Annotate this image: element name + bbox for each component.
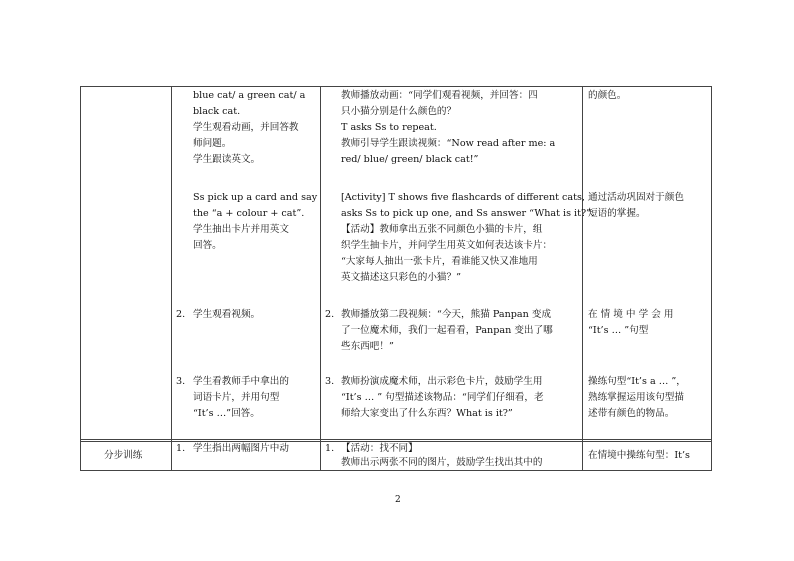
table-left-border	[80, 86, 81, 471]
column-divider-3	[582, 86, 583, 471]
student-activity-line: 回答。	[193, 240, 222, 251]
step-number: 1.	[325, 443, 335, 454]
teacher-activity-line: 教师播放动画：“同学们观看视频，并回答：四	[341, 90, 538, 101]
student-activity-line: black cat.	[193, 106, 241, 117]
step-number: 3.	[176, 376, 186, 387]
purpose-line: 的颜色。	[588, 90, 627, 101]
step-number: 3.	[325, 376, 335, 387]
student-activity-line: 学生指出两幅图片中动	[193, 443, 289, 454]
teacher-activity-line: [Activity] T shows five flashcards of different cats,	[341, 192, 585, 203]
teacher-activity-line: asks Ss to pick up one, and Ss answer “What is it?”.	[341, 208, 595, 219]
column-divider-1	[171, 86, 172, 471]
teacher-activity-line: 些东西吧！”	[341, 341, 394, 352]
page-number: 2	[395, 495, 401, 505]
student-activity-line: 学生观看视频。	[193, 309, 261, 320]
student-activity-line: 师问题。	[193, 138, 232, 149]
teacher-activity-line: “It’s … ” 句型描述该物品：“同学们仔细看，老	[341, 392, 544, 403]
student-activity-line: 学生看教师手中拿出的	[193, 376, 289, 387]
step-number: 2.	[325, 309, 335, 320]
row-divider	[80, 439, 712, 440]
student-activity-line: Ss pick up a card and say	[193, 192, 318, 203]
step-number: 1.	[176, 443, 186, 454]
teacher-activity-line: 【活动：找不同】	[341, 443, 418, 454]
purpose-line: 熟练掌握运用该句型描	[588, 392, 684, 403]
student-activity-line: the “a + colour + cat”.	[193, 208, 305, 219]
teacher-activity-line: “大家每人抽出一张卡片，看谁能又快又准地用	[341, 256, 538, 267]
teacher-activity-line: 教师播放第二段视频：“今天，熊猫 Panpan 变成	[341, 309, 552, 320]
purpose-line: “It’s … ”句型	[588, 325, 649, 336]
purpose-line: 短语的掌握。	[588, 208, 646, 219]
table-right-border	[711, 86, 712, 471]
student-activity-line: 学生抽出卡片并用英文	[193, 224, 289, 235]
student-activity-line: 词语卡片，并用句型	[193, 392, 280, 403]
student-activity-line: “It’s …”回答。	[193, 408, 260, 419]
teacher-activity-line: 英文描述这只彩色的小猫？”	[341, 272, 462, 283]
teacher-activity-line: 师给大家变出了什么东西？What is it?”	[341, 408, 513, 419]
teacher-activity-line: 只小猫分别是什么颜色的？	[341, 106, 457, 117]
column-divider-2	[320, 86, 321, 471]
student-activity-line: 学生跟读英文。	[193, 154, 261, 165]
teacher-activity-line: 教师扮演成魔术师，出示彩色卡片，鼓励学生用	[341, 376, 543, 387]
step-number: 2.	[176, 309, 186, 320]
purpose-line: 述带有颜色的物品。	[588, 408, 675, 419]
teacher-activity-line: T asks Ss to repeat.	[341, 122, 437, 133]
table-top-border	[80, 86, 712, 87]
purpose-line: 在 情 境 中 学 会 用	[588, 309, 674, 320]
purpose-line: 通过活动巩固对于颜色	[588, 192, 684, 203]
student-activity-line: blue cat/ a green cat/ a	[193, 90, 306, 101]
teacher-activity-line: 教师引导学生跟读视频：“Now read after me: a	[341, 138, 556, 149]
section-label: 分步训练	[104, 450, 143, 461]
student-activity-line: 学生观看动画，并回答教	[193, 122, 299, 133]
teacher-activity-line: 教师出示两张不同的图片，鼓励学生找出其中的	[341, 457, 543, 468]
teacher-activity-line: 【活动】教师拿出五张不同颜色小猫的卡片，组	[341, 224, 543, 235]
teacher-activity-line: red/ blue/ green/ black cat!”	[341, 154, 479, 165]
purpose-line: 操练句型“It’s a … ”，	[588, 376, 686, 387]
purpose-line: 在情境中操练句型：It’s	[588, 450, 690, 461]
teacher-activity-line: 了一位魔术师，我们一起看看，Panpan 变出了哪	[341, 325, 553, 336]
teacher-activity-line: 织学生抽卡片，并问学生用英文如何表达该卡片：	[341, 240, 553, 251]
